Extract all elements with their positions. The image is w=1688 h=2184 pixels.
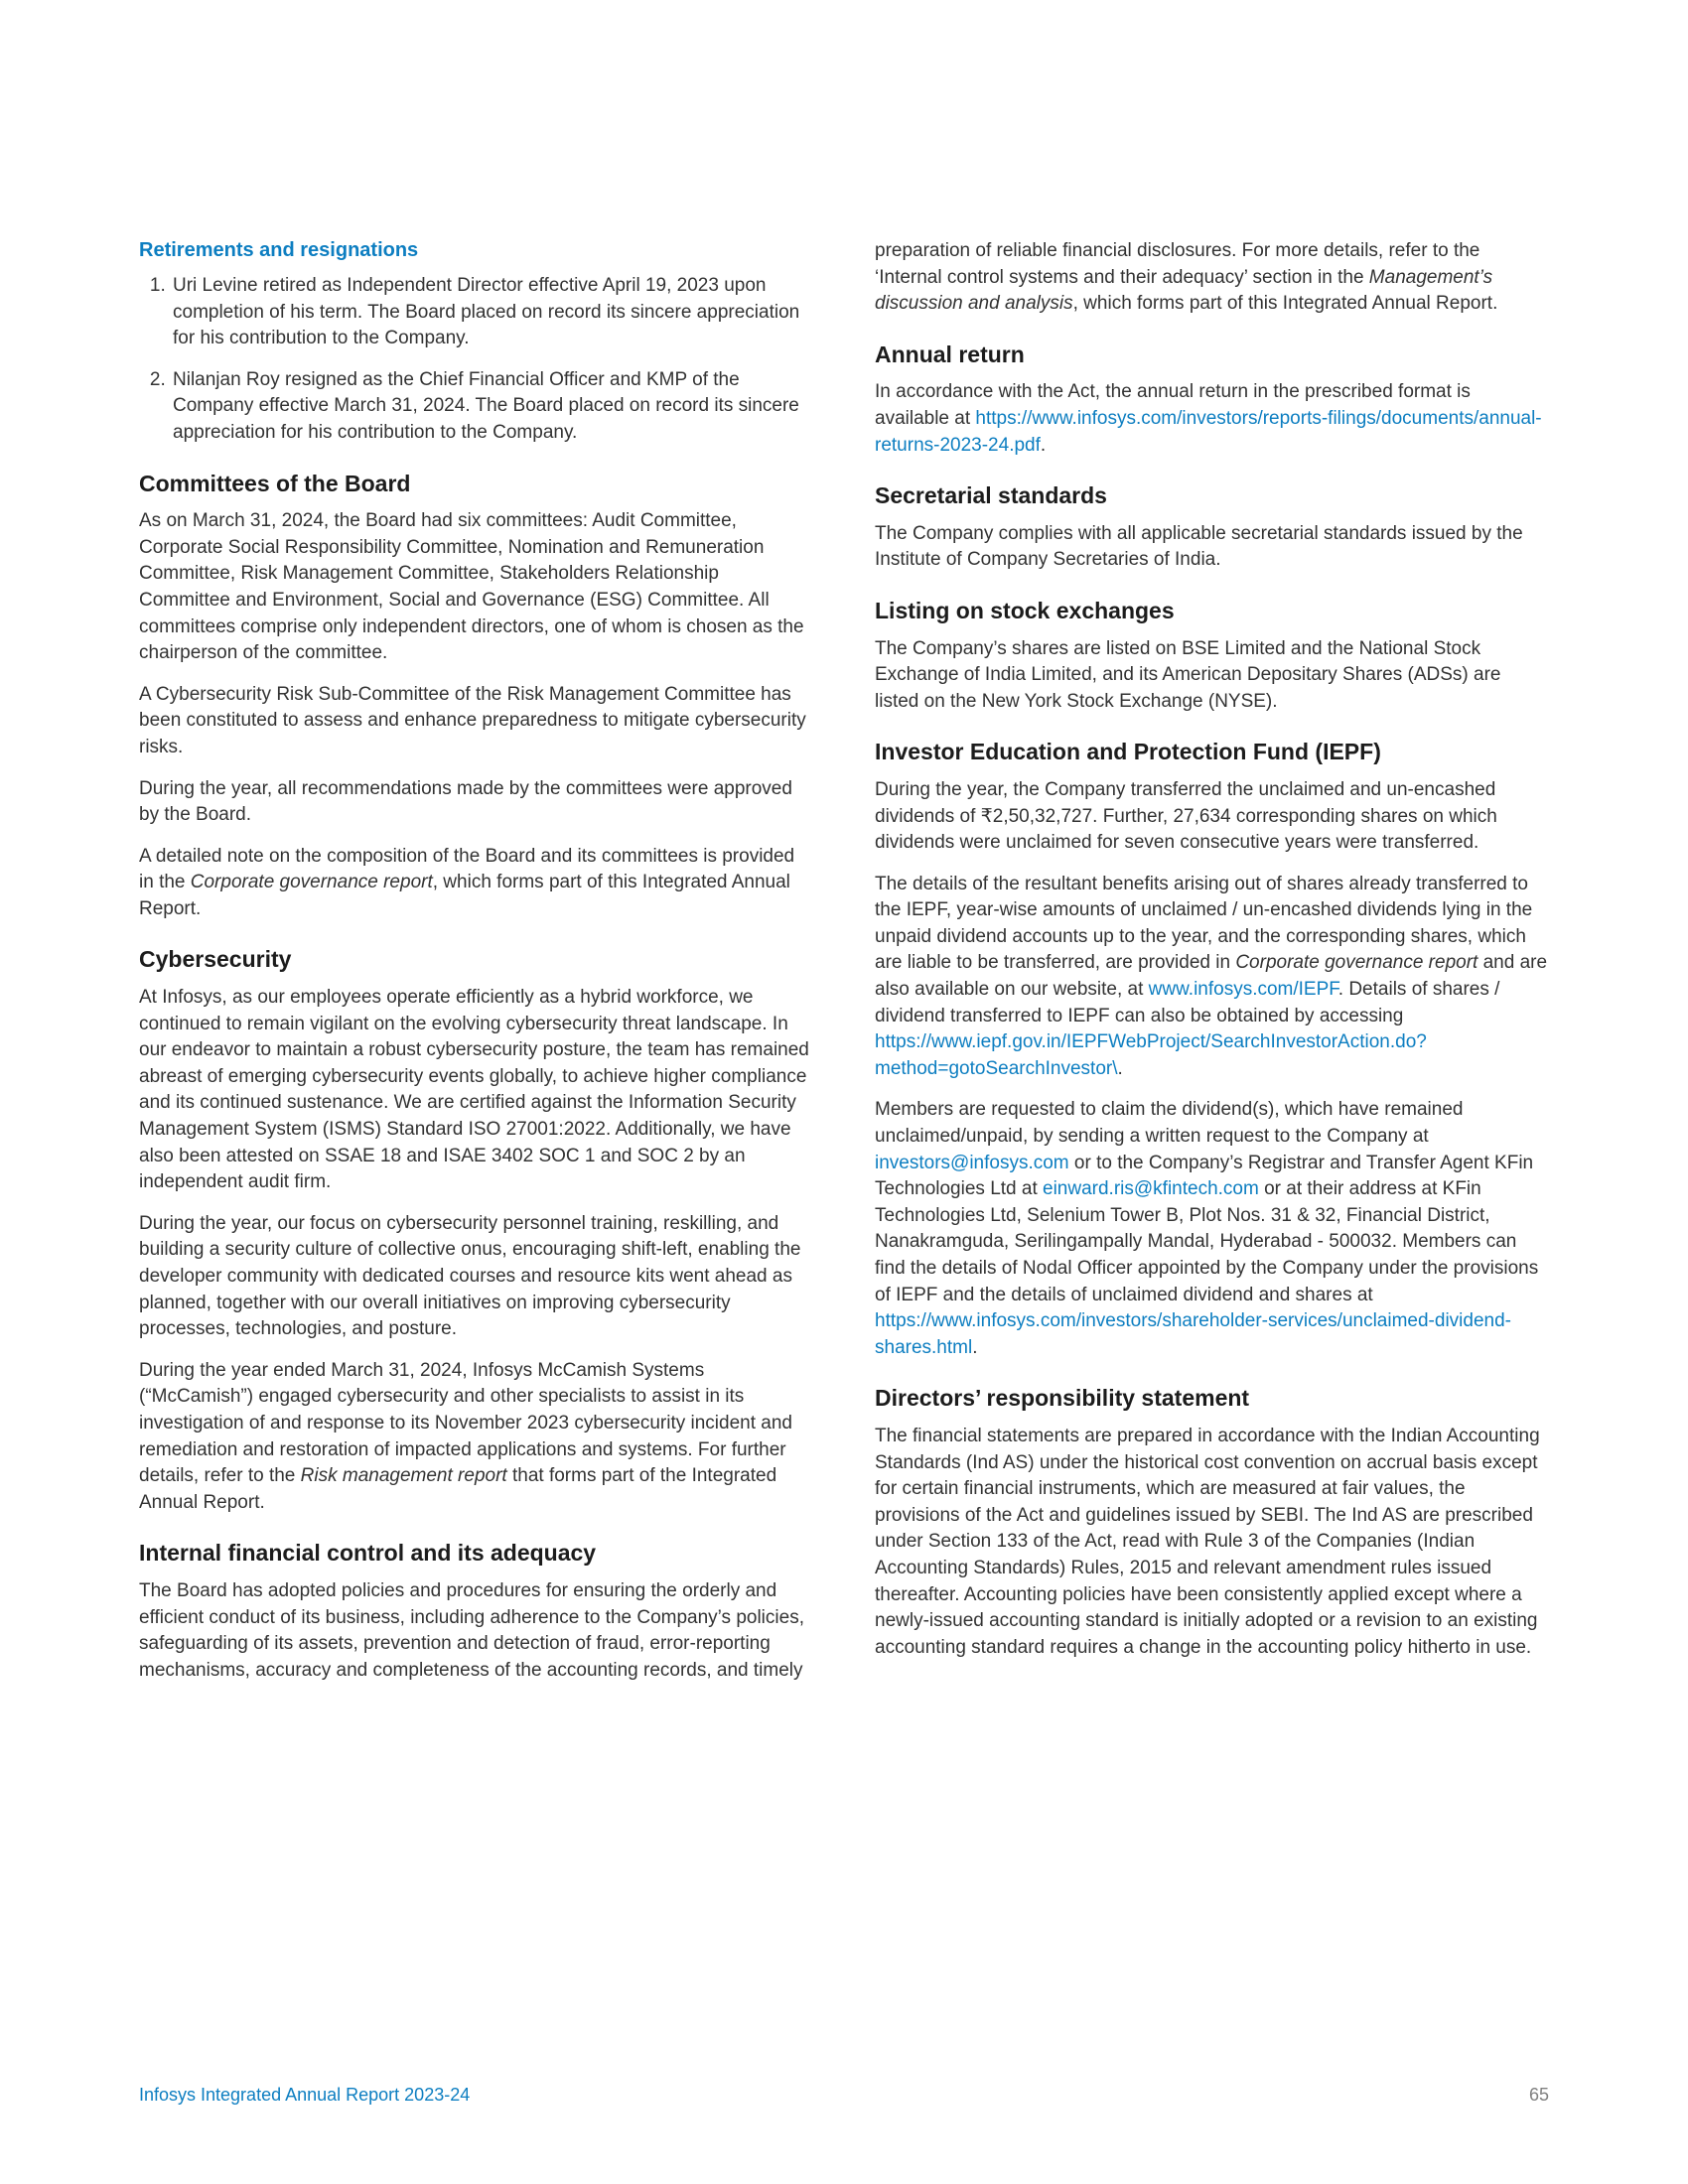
- list-item: [171, 273, 813, 352]
- paragraph: [139, 682, 813, 761]
- body-text: At Infosys, as our employees operate efficiently as a hybrid workforce, we continued to remain vigilant on the evolving cybersecurity threat landscape. In our endeavor to maintain a robust cybersecurity posture, the team has remained abreast of emerging cybersecurity events globally, to achieve higher compliance and its continued sustenance. We are certified against the Information Security Management System (ISMS) Standard ISO 27001:2022. Additionally, we have also been attested on SSAE 18 and ISAE 3402 SOC 1 and SOC 2 by an independent audit firm.: [139, 987, 809, 1193]
- numbered-list: [139, 273, 813, 447]
- paragraph: [139, 776, 813, 829]
- italic-text: Risk management report: [300, 1465, 507, 1487]
- body-text: During the year, the Company transferred the unclaimed and un-encashed dividends of ₹2,50,32,727. Further, 27,634 corresponding shares on which dividends were unclaimed for seven consecutive years were transferred.: [875, 778, 1497, 854]
- paragraph: [875, 521, 1549, 574]
- body-text: The financial statements are prepared in accordance with the Indian Accounting Standards (Ind AS) under the historical cost convention on accrual basis except for certain financial instruments, which are measured at fair values, the provisions of the Act and guidelines issued by SEBI. The Ind AS are prescribed under Section 133 of the Act, read with Rule 3 of the Companies (Indian Accounting Standards) Rules, 2015 and relevant amendment rules issued thereafter. Accounting policies have been consistently applied except where a newly-issued accounting standard is initially adopted or a revision to an existing accounting standard requires a change in the accounting policy hitherto in use.: [875, 1425, 1540, 1658]
- document-section: [139, 238, 813, 447]
- hyperlink[interactable]: investors@infosys.com: [875, 1152, 1069, 1173]
- body-text: During the year, all recommendations made by the committees were approved by the Board.: [139, 777, 792, 826]
- paragraph: [875, 872, 1549, 1083]
- document-section: [139, 1540, 813, 1684]
- body-text: The Company’s shares are listed on BSE Limited and the National Stock Exchange of India Limited, and its American Depositary Shares (ADSs) are listed on the New York Stock Exchange (NYSE).: [875, 637, 1501, 712]
- body-text: , which forms part of this Integrated Annual Report.: [139, 872, 790, 919]
- hyperlink[interactable]: www.infosys.com/IEPF: [1148, 979, 1338, 1001]
- body-text: , which forms part of this Integrated Annual Report.: [1072, 293, 1498, 315]
- italic-text: Corporate governance report: [190, 872, 433, 893]
- section-heading: Cybersecurity: [139, 946, 292, 973]
- body-text: .: [1040, 434, 1047, 456]
- paragraph: [139, 1211, 813, 1343]
- body-text: . Details of shares / dividend transferred to IEPF can also be obtained by accessing: [875, 979, 1500, 1026]
- paragraph: [139, 1358, 813, 1517]
- list-item: [171, 367, 813, 447]
- body-text: Members are requested to claim the dividend(s), which have remained unclaimed/unpaid, by sending a written request to the Company at: [875, 1099, 1464, 1148]
- document-section: [875, 238, 1549, 318]
- page-footer: [139, 2085, 1549, 2106]
- italic-text: Management’s discussion and analysis: [875, 266, 1493, 315]
- document-section: [875, 482, 1549, 574]
- page-content: [139, 238, 1549, 1699]
- paragraph: [139, 508, 813, 667]
- report-title: Infosys Integrated Annual Report 2023-24: [139, 2085, 471, 2105]
- section-heading: Listing on stock exchanges: [875, 597, 1175, 623]
- body-text: and are also available on our website, at: [875, 952, 1548, 1001]
- body-text: During the year ended March 31, 2024, Infosys McCamish Systems (“McCamish”) engaged cybersecurity and other specialists to assist in its investigation of and response to its November 2023 cybersecurity incident and remediation and restoration of impacted applications and systems. For further details, refer to the: [139, 1359, 792, 1487]
- document-section: [139, 946, 813, 1516]
- section-heading: Secretarial standards: [875, 482, 1107, 509]
- body-text: Uri Levine retired as Independent Director effective April 19, 2023 upon completion of his term. The Board placed on record its sincere appreciation for his contribution to the Company.: [173, 275, 800, 349]
- body-text: or at their address at KFin Technologies Ltd, Selenium Tower B, Plot Nos. 31 & 32, Financial District, Nanakramguda, Serilingampally Mandal, Hyderabad - 500032. Members can find the details of Nodal Officer appointed by the Company under the provisions of IEPF and the details of unclaimed dividend and shares at: [875, 1178, 1539, 1305]
- paragraph: [875, 777, 1549, 857]
- body-text: Nilanjan Roy resigned as the Chief Financial Officer and KMP of the Company effective March 31, 2024. The Board placed on record its sincere appreciation for his contribution to the Company.: [173, 368, 799, 443]
- section-heading: Directors’ responsibility statement: [875, 1385, 1250, 1412]
- body-text: The details of the resultant benefits arising out of shares already transferred to the IEPF, year-wise amounts of unclaimed / un-encashed dividends lying in the unpaid dividend accounts up to the year, and the corresponding shares, which are liable to be transferred, are provided in: [875, 873, 1533, 974]
- document-section: [875, 1385, 1549, 1661]
- section-heading: Investor Education and Protection Fund (IEPF): [875, 739, 1381, 765]
- section-heading: Committees of the Board: [139, 470, 411, 496]
- paragraph: [875, 379, 1549, 459]
- hyperlink[interactable]: einward.ris@kfintech.com: [1043, 1178, 1259, 1200]
- document-section: [875, 341, 1549, 459]
- right-column: [875, 238, 1549, 1699]
- paragraph: [875, 1097, 1549, 1361]
- body-text: .: [972, 1336, 978, 1358]
- paragraph: [875, 238, 1549, 318]
- section-heading: Internal financial control and its adequacy: [139, 1540, 597, 1567]
- body-text: A Cybersecurity Risk Sub-Committee of the Risk Management Committee has been constituted to assess and enhance preparedness to mitigate cybersecurity risks.: [139, 683, 806, 757]
- hyperlink[interactable]: https://www.iepf.gov.in/IEPFWebProject/SearchInvestorAction.do?method=gotoSearchInvestor\: [875, 1031, 1427, 1079]
- body-text: .: [1117, 1057, 1123, 1079]
- paragraph: [139, 844, 813, 923]
- body-text: A detailed note on the composition of the Board and its committees is provided in the: [139, 845, 795, 893]
- body-text: or to the Company’s Registrar and Transfer Agent KFin Technologies Ltd at: [875, 1152, 1534, 1200]
- body-text: In accordance with the Act, the annual return in the prescribed format is available at: [875, 381, 1471, 429]
- section-heading: Annual return: [875, 341, 1025, 367]
- paragraph: [875, 1424, 1549, 1661]
- document-section: [875, 598, 1549, 715]
- left-column: [139, 238, 813, 1699]
- italic-text: Corporate governance report: [1235, 952, 1478, 974]
- body-text: preparation of reliable financial disclosures. For more details, refer to the ‘Internal control systems and their adequacy’ section in the: [875, 240, 1480, 288]
- body-text: The Board has adopted policies and procedures for ensuring the orderly and efficient conduct of its business, including adherence to the Company’s policies, safeguarding of its assets, prevention and detection of fraud, error-reporting mechanisms, accuracy and completeness of the accounting records, and timely: [139, 1579, 804, 1681]
- hyperlink[interactable]: https://www.infosys.com/investors/reports-filings/documents/annual-returns-2023-24.pdf: [875, 407, 1542, 456]
- section-heading: Retirements and resignations: [139, 239, 419, 261]
- body-text: As on March 31, 2024, the Board had six committees: Audit Committee, Corporate Social Responsibility Committee, Nomination and Remuneration Committee, Risk Management Committee, Stakeholders Relationship Committee and Environment, Social and Governance (ESG) Committee. All committees comprise only independent directors, one of whom is chosen as the chairperson of the committee.: [139, 510, 804, 664]
- paragraph: [875, 636, 1549, 716]
- paragraph: [139, 985, 813, 1196]
- document-section: [139, 471, 813, 923]
- body-text: that forms part of the Integrated Annual Report.: [139, 1465, 777, 1513]
- hyperlink[interactable]: https://www.infosys.com/investors/shareholder-services/unclaimed-dividend-shares.html: [875, 1310, 1511, 1358]
- body-text: The Company complies with all applicable secretarial standards issued by the Institute of Company Secretaries of India.: [875, 522, 1523, 571]
- body-text: During the year, our focus on cybersecurity personnel training, reskilling, and building a security culture of collective onus, encouraging shift-left, enabling the developer community with dedicated courses and resource kits went ahead as planned, together with our overall initiatives on improving cybersecurity processes, technologies, and posture.: [139, 1212, 801, 1340]
- paragraph: [139, 1578, 813, 1684]
- document-section: [875, 739, 1549, 1361]
- page-number: 65: [1528, 2085, 1549, 2105]
